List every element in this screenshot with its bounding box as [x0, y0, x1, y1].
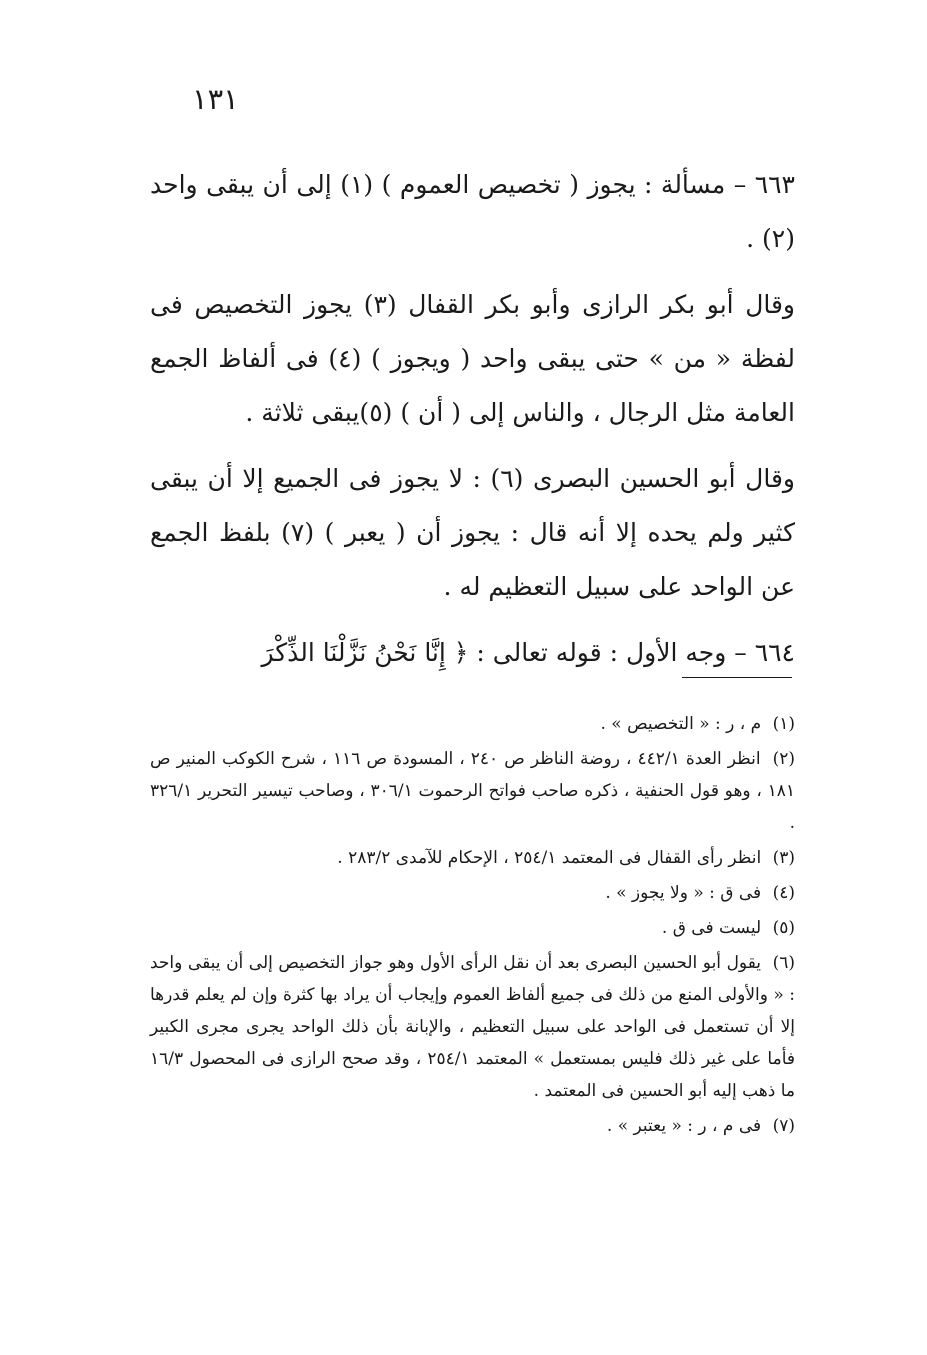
footnote-text: ليست فى ق .: [661, 918, 762, 938]
paragraph-abu-al-husayn: وقال أبو الحسين البصرى (٦) : لا يجوز فى الجميع إلا أن يبقى كثير ولم يحده إلا أنه قال : يجوز أن ( يعبر ) (٧) بلفظ الجمع عن الواحد على سبيل التعظيم له .: [150, 464, 795, 601]
footnote-1: [150, 708, 795, 740]
footnote-number: (٣): [772, 848, 795, 868]
paragraph-664: ٦٦٤ – وجه الأول : قوله تعالى : ﴿ إِنَّا نَحْنُ نَزَّلْنَا الذِّكْرَ: [261, 638, 795, 667]
footnote-text: فى ق : « ولا يجوز » .: [605, 883, 762, 903]
footnote-number: (٥): [772, 918, 795, 938]
footnote-number: (٢): [772, 749, 796, 769]
footnote-2: [150, 743, 795, 839]
footnote-text: يقول أبو الحسين البصرى بعد أن نقل الرأى الأول وهو جواز التخصيص إلى أن يبقى واحد : « والأولى المنع من ذلك فى جميع ألفاظ العموم وإيجاب أن يراد بها كثرة وإن لم يعلم قدرها إلا أن تستعمل فى الواحد على سبيل التعظيم ، والإبانة بأن ذلك الواحد يجرى مجرى الكبير فأما على غير ذلك فليس بمستعمل » المعتمد ٢٥٤/١ ، وقد صحح الرازى فى المحصول ١٦/٣ ما ذهب إليه أبو الحسين فى المعتمد .: [150, 953, 795, 1101]
footnote-7: [150, 1110, 795, 1142]
footnote-text: م ، ر : « التخصيص » .: [600, 714, 762, 734]
main-text: [150, 158, 795, 680]
paragraph-razi-qaffal: وقال أبو بكر الرازى وأبو بكر القفال (٣) يجوز التخصيص فى لفظة « من » حتى يبقى واحد ( ويجوز ) (٤) فى ألفاظ الجمع العامة مثل الرجال ، والناس إلى ( أن ) (٥)يبقى ثلاثة .: [150, 290, 795, 427]
footnote-separator: [682, 677, 792, 678]
footnote-number: (٦): [772, 953, 795, 973]
footnote-3: [150, 842, 795, 874]
footnote-number: (٧): [772, 1116, 795, 1136]
footnote-4: [150, 877, 795, 909]
page-number: ١٣١: [192, 82, 239, 116]
footnote-text: فى م ، ر : « يعتبر » .: [606, 1116, 762, 1136]
footnote-6: [150, 947, 795, 1107]
footnote-text: انظر العدة ٤٤٢/١ ، روضة الناظر ص ٢٤٠ ، المسودة ص ١١٦ ، شرح الكوكب المنير ص ١٨١ ، وهو قول الحنفية ، ذكره صاحب فواتح الرحموت ٣٠٦/١ ، وصاحب تيسير التحرير ٣٢٦/١ .: [150, 749, 795, 833]
footnotes: [150, 708, 795, 1145]
footnote-number: (٤): [772, 883, 795, 903]
footnote-5: [150, 912, 795, 944]
footnote-text: انظر رأى القفال فى المعتمد ٢٥٤/١ ، الإحكام للآمدى ٢٨٣/٢ .: [337, 848, 762, 868]
footnote-number: (١): [772, 714, 795, 734]
paragraph-663: ٦٦٣ – مسألة : يجوز ( تخصيص العموم ) (١) إلى أن يبقى واحد (٢) .: [150, 170, 795, 253]
